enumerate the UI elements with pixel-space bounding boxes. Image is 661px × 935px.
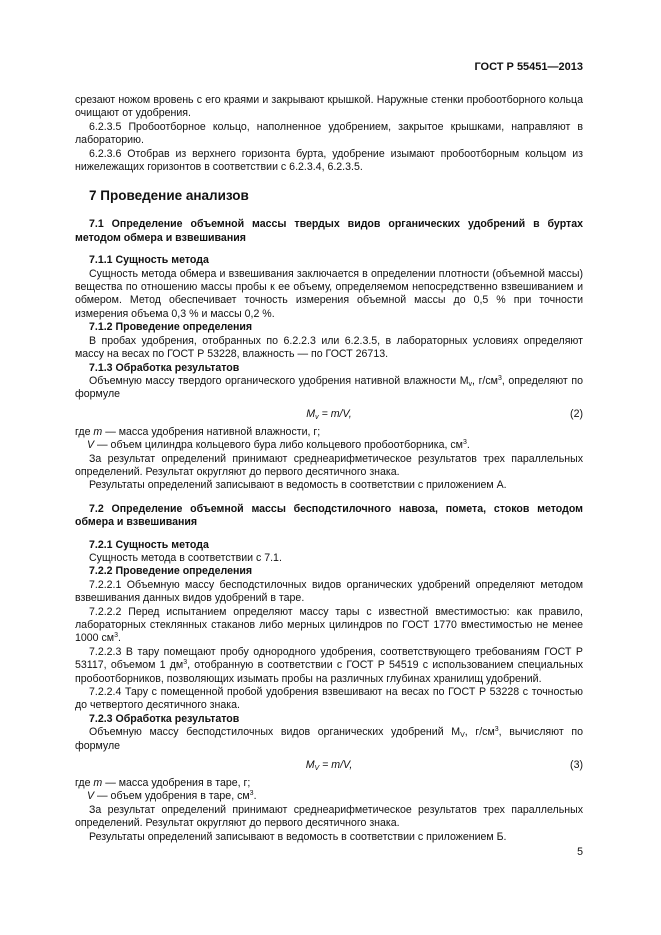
- section-7-1-title: 7.1 Определение объемной массы твердых видов органических удобрений в буртах методом обмера и взвешивания: [75, 218, 583, 244]
- clause-7-2-2-2: 7.2.2.2 Перед испытанием определяют массу тары с известной вместимостью: как правило, лабораторных стеклянных стаканов либо мерных цилиндров по ГОСТ 1770 вместимостью не менее 1000 $см^3$.: [75, 605, 583, 645]
- formula-3: [75, 756, 583, 774]
- result-record-text: Результаты определений записывают в ведомость в соответствии с приложением А.: [89, 479, 507, 492]
- page-body: [75, 94, 583, 844]
- clause-7-2-2-3: 7.2.2.3 В тару помещают пробу однородного удобрения, соответствующего требованиям ГОСТ Р 53117, объемом 1 $дм^3$, отобранную в соответствии с ГОСТ Р 54519 с использованием специальных пробоотборников, позволяющих изымать пробы на различных глубинах хранилищ удобрений.: [75, 645, 583, 685]
- formula-2-expression: $M_v = m/V$,: [306, 407, 352, 421]
- section-7-2-3-title: 7.2.3 Обработка результатов: [89, 712, 240, 725]
- section-7-2-3-intro: Объемную массу бесподстилочных видов органических удобрений $M_V$, $г/см^3$, вычисляют по формуле: [75, 726, 583, 752]
- section-7-1-3-intro: Объемную массу твердого органического удобрения нативной влажности $M_v$, $г/см^3$, определяют по формуле: [75, 374, 583, 401]
- section-7-2-1-title: 7.2.1 Сущность метода: [89, 538, 209, 551]
- result-rounding-text: За результат определений принимают среднеарифметическое результатов трех параллельных определений. Результат округляют до первого десятичного знака.: [75, 803, 583, 830]
- result-record-text: Результаты определений записывают в ведомость в соответствии с приложением Б.: [89, 830, 507, 843]
- standard-header: ГОСТ Р 55451—2013: [474, 61, 583, 73]
- clause-6-2-3-6: 6.2.3.6 Отобрав из верхнего горизонта бурта, удобрение изымают пробоотборным кольцом из нижележащих горизонтов в соответствии с 6.2.3.4, 6.2.3.5.: [75, 147, 583, 174]
- section-7-2-2-title: 7.2.2 Проведение определения: [89, 565, 253, 578]
- formula-2-number: (2): [570, 407, 583, 420]
- formula-3-number: (3): [570, 759, 583, 772]
- section-7-1-1-title: 7.1.1 Сущность метода: [89, 254, 209, 267]
- where-v-definition: V — объем удобрения в таре, $см^3$.: [87, 790, 257, 803]
- formula-2: [75, 405, 583, 423]
- result-rounding-text: За результат определений принимают среднеарифметическое результатов трех параллельных определений. Результат округляют до первого десятичного знака.: [75, 452, 583, 478]
- formula-3-expression: $M_V = m/V$,: [305, 759, 353, 773]
- continuation-paragraph: срезают ножом вровень с его краями и закрывают крышкой. Наружные стенки пробоотборного кольца очищают от удобрения.: [75, 94, 583, 120]
- section-7-1-3-title: 7.1.3 Обработка результатов: [89, 361, 240, 374]
- section-7-1-1-text: Сущность метода обмера и взвешивания заключается в определении плотности (объемной массы) вещества по отношению массы пробы к ее объему, определяемом непосредственно взвешиванием и обмером. Метод обеспечивает точность измерения объемной массы до 0,5 % при точности измерения объема 0,3 % и массы 0,2 %.: [75, 267, 583, 320]
- section-7-2-title: 7.2 Определение объемной массы бесподстилочного навоза, помета, стоков методом обмера и взвешивания: [75, 502, 583, 529]
- where-v-definition: V — объем цилиндра кольцевого бура либо кольцевого пробоотборника, $см^3$.: [87, 439, 470, 452]
- where-m-definition: где m — масса удобрения нативной влажности, г;: [75, 425, 321, 438]
- clause-7-2-2-1: 7.2.2.1 Объемную массу бесподстилочных видов органических удобрений определяют методом взвешивания данных видов удобрений в таре.: [75, 578, 583, 605]
- where-m-definition: где m — масса удобрения в таре, г;: [75, 777, 251, 790]
- section-7-2-1-text: Сущность метода в соответствии с 7.1.: [89, 551, 282, 564]
- section-7-1-2-text: В пробах удобрения, отобранных по 6.2.2.3 или 6.2.3.5, в лабораторных условиях определяют массу на весах по ГОСТ Р 53228, влажность — по ГОСТ 26713.: [75, 334, 583, 361]
- section-7-title: 7 Проведение анализов: [89, 188, 249, 204]
- section-7-1-2-title: 7.1.2 Проведение определения: [89, 321, 253, 334]
- page-number: 5: [577, 846, 583, 858]
- clause-6-2-3-5: 6.2.3.5 Пробоотборное кольцо, наполненное удобрением, закрытое крышками, направляют в лабораторию.: [75, 120, 583, 147]
- clause-7-2-2-4: 7.2.2.4 Тару с помещенной пробой удобрения взвешивают на весах по ГОСТ Р 53228 с точностью до четвертого десятичного знака.: [75, 686, 583, 712]
